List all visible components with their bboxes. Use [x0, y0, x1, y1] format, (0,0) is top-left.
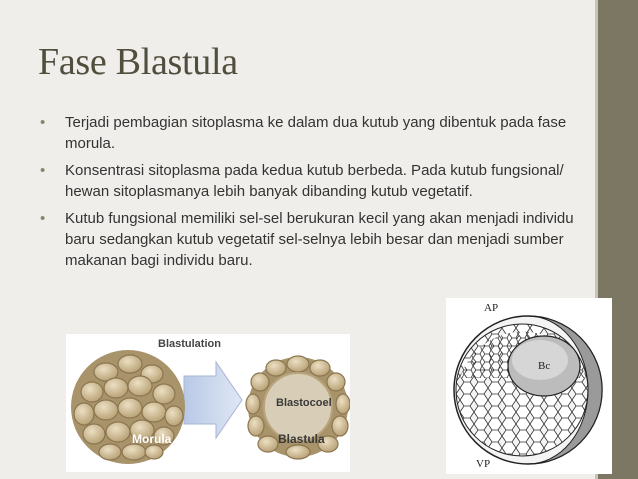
blastulation-label: Blastulation: [158, 338, 221, 350]
morula-label: Morula: [132, 432, 172, 446]
blastocoel-label: Blastocoel: [276, 397, 332, 409]
bullet-dot: •: [40, 210, 46, 227]
bullet-dot: •: [40, 162, 46, 179]
vegetal-pole-label: VP: [476, 458, 491, 470]
bullet-item: [40, 112, 600, 154]
bullet-dot: •: [40, 114, 46, 131]
bullet-text: Kutub fungsional memiliki sel-sel berukuran kecil yang akan menjadi individu baru sedangkan kutub vegetatif sel-selnya lebih besar dan menjadi sumber makanan bagi individu baru.: [65, 210, 574, 269]
blastula-section-figure: [446, 298, 612, 474]
bullet-item: [40, 160, 600, 202]
bullet-text: Konsentrasi sitoplasma pada kedua kutub berbeda. Pada kutub fungsional/ hewan sitoplasmanya lebih banyak dibanding kutub vegetatif.: [65, 162, 564, 200]
blastocoel-abbrev-label: Bc: [538, 360, 551, 372]
slide-title: Fase Blastula: [38, 41, 238, 83]
animal-pole-label: AP: [484, 302, 499, 314]
blastula-label: Blastula: [278, 432, 325, 446]
bullet-list: [40, 112, 600, 277]
blastula-section-illustration: [446, 298, 612, 474]
bullet-item: [40, 208, 600, 271]
blastulation-figure: [66, 334, 350, 472]
bullet-text: Terjadi pembagian sitoplasma ke dalam dua kutub yang dibentuk pada fase morula.: [65, 114, 567, 152]
